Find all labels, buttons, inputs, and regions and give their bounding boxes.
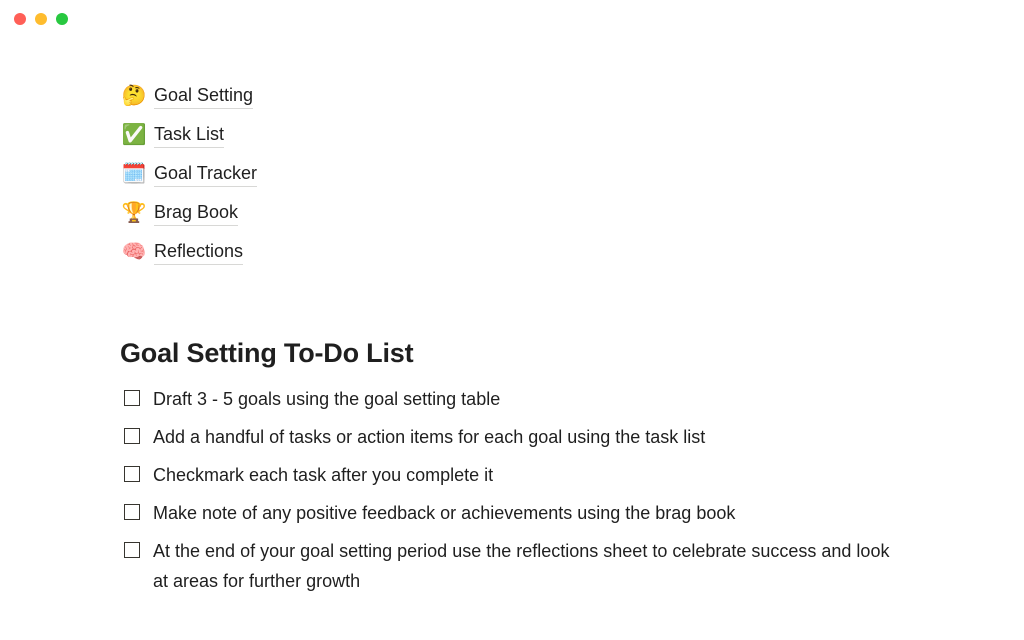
todo-checkbox[interactable] — [124, 542, 140, 558]
todo-checkbox[interactable] — [124, 504, 140, 520]
check-mark-icon: ✅ — [121, 123, 147, 146]
thinking-face-icon: 🤔 — [121, 84, 147, 107]
todo-checkbox[interactable] — [124, 390, 140, 406]
link-goal-tracker[interactable] — [121, 154, 521, 193]
todo-item — [124, 461, 904, 490]
window-controls — [14, 13, 68, 25]
close-window-button[interactable] — [14, 13, 26, 25]
todo-checkbox[interactable] — [124, 428, 140, 444]
todo-text[interactable]: Checkmark each task after you complete it — [153, 465, 494, 485]
brain-icon: 🧠 — [121, 240, 147, 263]
link-label[interactable]: Goal Setting — [154, 83, 253, 109]
todo-text[interactable]: Make note of any positive feedback or achievements using the brag book — [153, 503, 736, 523]
todo-list — [124, 385, 904, 605]
todo-heading: Goal Setting To-Do List — [120, 338, 414, 368]
minimize-window-button[interactable] — [35, 13, 47, 25]
todo-text[interactable]: Add a handful of tasks or action items for each goal using the task list — [153, 427, 706, 447]
link-goal-setting[interactable] — [121, 76, 521, 115]
todo-text[interactable]: Draft 3 - 5 goals using the goal setting table — [153, 389, 501, 409]
trophy-icon: 🏆 — [121, 201, 147, 224]
todo-item — [124, 385, 904, 414]
zoom-window-button[interactable] — [56, 13, 68, 25]
todo-checkbox[interactable] — [124, 466, 140, 482]
link-label[interactable]: Brag Book — [154, 200, 238, 226]
link-label[interactable]: Goal Tracker — [154, 161, 257, 187]
link-reflections[interactable] — [121, 232, 521, 271]
link-brag-book[interactable] — [121, 193, 521, 232]
todo-item — [124, 499, 904, 528]
page-links — [121, 76, 521, 271]
link-task-list[interactable] — [121, 115, 521, 154]
link-label[interactable]: Task List — [154, 122, 224, 148]
link-label[interactable]: Reflections — [154, 239, 243, 265]
todo-item — [124, 537, 904, 596]
calendar-icon: 🗓️ — [121, 162, 147, 185]
todo-text[interactable]: At the end of your goal setting period use the reflections sheet to celebrate success and look at areas for further growth — [153, 541, 890, 591]
todo-item — [124, 423, 904, 452]
